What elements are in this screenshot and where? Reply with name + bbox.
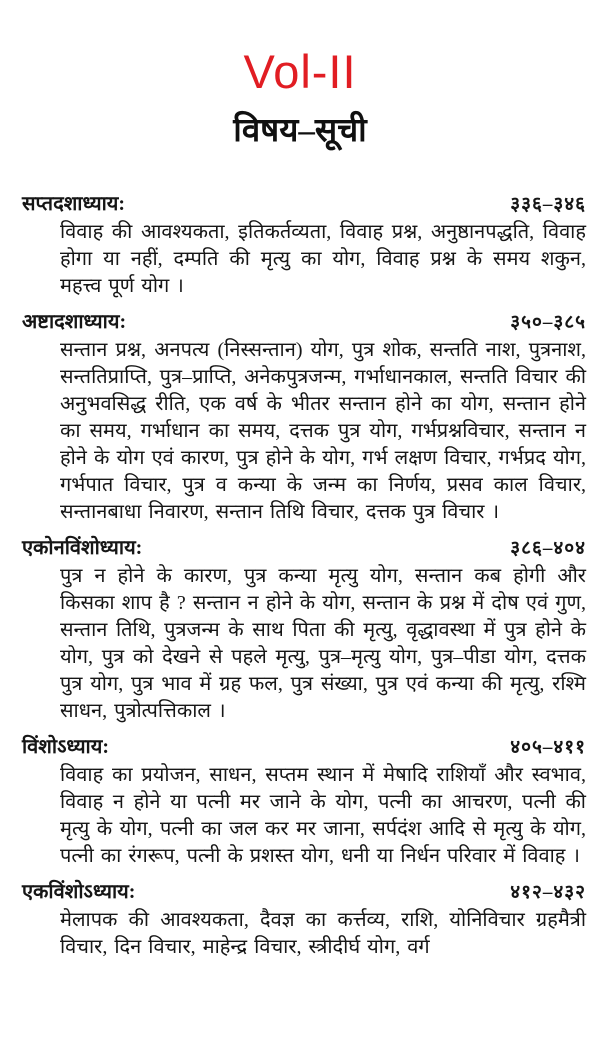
- chapter-name: एकोनविंशोध्याय:: [22, 536, 143, 559]
- chapter-description: विवाह का प्रयोजन, साधन, सप्तम स्थान में मेषादि राशियाँ और स्वभाव, विवाह न होने या पत्नी मर जाने के योग, पत्नी का आचरण, पत्नी की मृत्यु के योग, पत्नी का जल कर मर जाना, सर्पदंश आदि से मृत्यु के योग, पत्नी का रंगरूप, पत्नी के प्रशस्त योग, धनी या निर्धन परिवार में विवाह ।: [60, 763, 586, 867]
- chapter-description: पुत्र न होने के कारण, पुत्र कन्या मृत्यु योग, सन्तान कब होगी और किसका शाप है ? सन्तान न होने के योग, सन्तान के प्रश्न में दोष एवं गुण, सन्तान तिथि, पुत्रजन्म के साथ पिता की मृत्यु, वृद्धावस्था में पुत्र होने के योग, पुत्र को देखने से पहले मृत्यु, पुत्र–मृत्यु योग, पुत्र–पीडा योग, दत्तक पुत्र योग, पुत्र भाव में ग्रह फल, पुत्र संख्या, पुत्र एवं कन्या की मृत्यु, रश्मि साधन, पुत्रोत्पत्तिकाल ।: [60, 564, 586, 722]
- page-range: ४१२–४३२: [510, 881, 586, 903]
- chapter-name: एकविंशोऽध्याय:: [22, 880, 136, 903]
- toc-entry-chapter-20: [22, 734, 586, 870]
- page-range: ३५०–३८५: [510, 311, 586, 333]
- toc-entry-chapter-17: [22, 191, 586, 300]
- chapter-description: विवाह की आवश्यकता, इतिकर्तव्यता, विवाह प्रश्न, अनुष्ठानपद्धति, विवाह होगा या नहीं, दम्पति की मृत्यु का योग, विवाह प्रश्न के समय शकुन, महत्त्व पूर्ण योग ।: [60, 220, 586, 297]
- entry-header: [22, 309, 586, 336]
- chapter-name: अष्टादशाध्याय:: [22, 310, 127, 333]
- volume-title: Vol-II: [243, 45, 357, 98]
- entry-header: [22, 734, 586, 761]
- chapter-name: विंशोऽध्याय:: [22, 735, 109, 758]
- chapter-name: सप्तदशाध्याय:: [22, 192, 126, 215]
- page-range: ३८६–४०४: [510, 537, 586, 559]
- page-range: ३३६–३४६: [510, 193, 586, 215]
- toc-entry-chapter-21: [22, 879, 586, 961]
- toc-entry-chapter-19: [22, 535, 586, 725]
- toc-entry-chapter-18: [22, 309, 586, 526]
- chapter-description: मेलापक की आवश्यकता, दैवज्ञ का कर्त्तव्य, राशि, योनिविचार ग्रहमैत्री विचार, दिन विचार, माहेन्द्र विचार, स्त्रीदीर्घ योग, वर्ग: [60, 908, 586, 958]
- entry-header: [22, 535, 586, 562]
- entry-header: [22, 879, 586, 906]
- table-of-contents: [0, 191, 600, 961]
- page-range: ४०५–४११: [510, 736, 586, 758]
- entry-header: [22, 191, 586, 218]
- page-title: विषय–सूची: [233, 112, 367, 149]
- chapter-description: सन्तान प्रश्न, अनपत्य (निस्सन्तान) योग, पुत्र शोक, सन्तति नाश, पुत्रनाश, सन्ततिप्राप्ति, पुत्र–प्राप्ति, अनेकपुत्रजन्म, गर्भाधानकाल, सन्तति विचार की अनुभवसिद्ध रीति, एक वर्ष के भीतर सन्तान होने का योग, सन्तान होने का समय, गर्भाधान का समय, दत्तक पुत्र योग, गर्भप्रश्नविचार, सन्तान न होने के योग एवं कारण, पुत्र होने के योग, गर्भ लक्षण विचार, गर्भप्रद योग, गर्भपात विचार, पुत्र व कन्या के जन्म का निर्णय, प्रसव काल विचार, सन्तानबाधा निवारण, सन्तान तिथि विचार, दत्तक पुत्र विचार ।: [60, 338, 586, 523]
